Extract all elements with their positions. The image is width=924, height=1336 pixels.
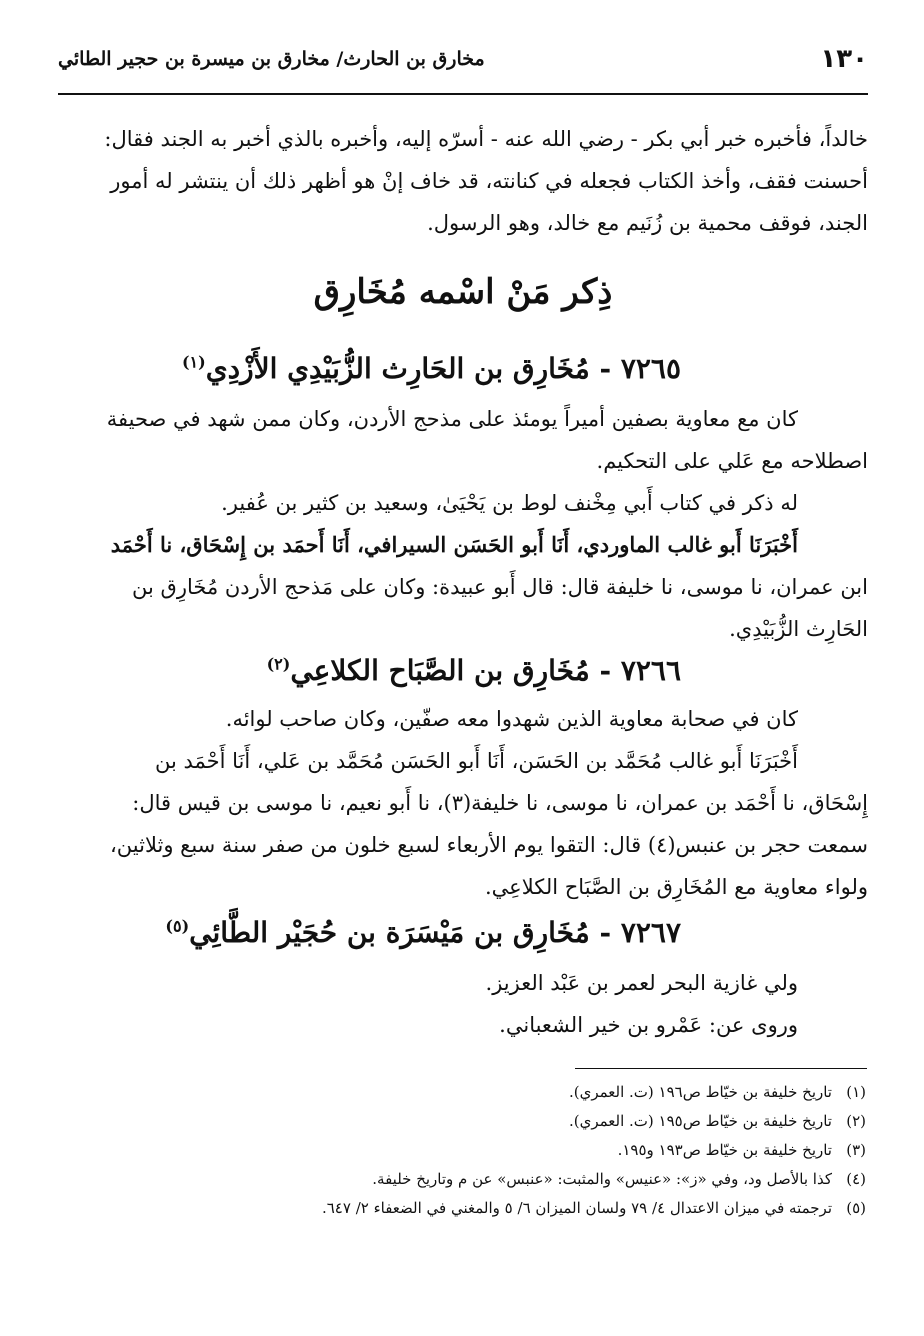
footnote: [56, 1165, 866, 1194]
text-line: الحَارِث الزُّبَيْدِي.: [729, 617, 868, 641]
entry-body: [58, 698, 868, 908]
footnote-text: تاريخ خليفة بن خيّاط ص١٩٥ (ت. العمري).: [568, 1112, 832, 1130]
text-line: له ذكر في كتاب أَبي مِخْنف لوط بن يَحْيَىٰ، وسعيد بن كثير بن عُفير.: [221, 491, 798, 515]
text-line: كان في صحابة معاوية الذين شهدوا معه صفّين، وكان صاحب لوائه.: [225, 707, 798, 731]
entry-title: [182, 352, 681, 385]
footnote: [56, 1136, 866, 1165]
footnote-text: تاريخ خليفة بن خيّاط ص١٩٦ (ت. العمري).: [568, 1083, 832, 1101]
footnote: [56, 1078, 866, 1107]
entry-title: [267, 654, 681, 687]
entry-title-text: ٧٢٦٦ - مُخَارِق بن الصَّبَاح الكلاعِي: [290, 654, 681, 687]
footnotes: [56, 1078, 866, 1223]
text-line: أَخْبَرَنَا أَبو غالب الماوردي، أَنَا أَبو الحَسَن السيرافي، أَنَا أَحمَد بن إِسْحَاق، نا أَحْمَد: [110, 532, 798, 557]
text-line: أحسنت فقف، وأخذ الكتاب فجعله في كنانته، قد خاف إنْ هو أظهر ذلك أن ينتشر له أمور: [110, 169, 868, 193]
text-line: كان مع معاوية بصفين أميراً يومئذ على مذحج الأردن، وكان ممن شهد في صحيفة: [106, 407, 798, 431]
footnote-marker: (٥): [165, 916, 190, 936]
footnote-number: (١): [846, 1083, 866, 1101]
footnote-marker: (٢): [266, 654, 291, 674]
page-number: ١٣٠: [820, 44, 868, 74]
text-line: خالداً، فأخبره خبر أبي بكر - رضي الله عنه - أسرّه إليه، وأخبره بالذي أخبر به الجند فقال:: [104, 127, 868, 151]
footnote-text: ترجمته في ميزان الاعتدال ٤/ ٧٩ ولسان الميزان ٦/ ٥ والمغني في الضعفاء ٢/ ٦٤٧.: [321, 1199, 832, 1217]
text-line: سمعت حجر بن عنبس(٤) قال: التقوا يوم الأربعاء لسبع خلون من صفر سنة سبع وثلاثين،: [110, 833, 868, 857]
intro-paragraph: [58, 118, 868, 244]
section-title: ذِكر مَنْ اسْمه مُخَارِق: [313, 272, 613, 312]
running-title: مخارق بن الحارث/ مخارق بن ميسرة بن حجير الطائي: [58, 48, 485, 70]
text-line: اصطلاحه مع عَلي على التحكيم.: [596, 449, 868, 473]
footnote-number: (٢): [846, 1112, 866, 1130]
footnote-number: (٥): [846, 1199, 866, 1217]
footnote-text: تاريخ خليفة بن خيّاط ص١٩٣ و١٩٥.: [617, 1141, 832, 1159]
footnote-marker: (١): [181, 352, 206, 372]
text-line: الجند، فوقف محمية بن زُنَيم مع خالد، وهو الرسول.: [427, 211, 868, 235]
footnote: [56, 1107, 866, 1136]
text-line: ولي غازية البحر لعمر بن عَبْد العزيز.: [485, 971, 798, 995]
entry-body: [58, 398, 868, 650]
footnote-rule: [575, 1068, 867, 1069]
page-header: [58, 28, 868, 88]
entry-body: [58, 962, 868, 1046]
footnote-number: (٤): [846, 1170, 866, 1188]
footnote-text: كذا بالأصل ود، وفي «ز»: «عنيس» والمثبت: «عنبس» عن م وتاريخ خليفة.: [372, 1170, 832, 1188]
text-line: وروى عن: عَمْرو بن خير الشعباني.: [499, 1013, 798, 1037]
entry-title-text: ٧٢٦٥ - مُخَارِق بن الحَارِث الزُّبَيْدِي الأَزْدِي: [205, 352, 681, 385]
entry-title: [165, 916, 681, 949]
text-line: ولواء معاوية مع المُخَارِق بن الصَّبَاح الكلاعِي.: [485, 875, 868, 899]
text-line: أَخْبَرَنَا أَبو غالب مُحَمَّد بن الحَسَن، أَنَا أَبو الحَسَن مُحَمَّد بن عَلي، أَنَا أَحْمَد بن: [154, 749, 798, 773]
entry-title-text: ٧٢٦٧ - مُخَارِق بن مَيْسَرَة بن حُجَيْر الطَّائِي: [189, 916, 681, 949]
header-rule: [58, 93, 868, 95]
text-line: ابن عمران، نا موسى، نا خليفة قال: قال أَبو عبيدة: وكان على مَذحج الأردن مُخَارِق بن: [132, 575, 868, 599]
footnote-number: (٣): [846, 1141, 866, 1159]
text-line: إِسْحَاق، نا أَحْمَد بن عمران، نا موسى، نا خليفة(٣)، نا أَبو نعيم، نا موسى بن قيس قال:: [132, 791, 868, 815]
footnote: [56, 1194, 866, 1223]
